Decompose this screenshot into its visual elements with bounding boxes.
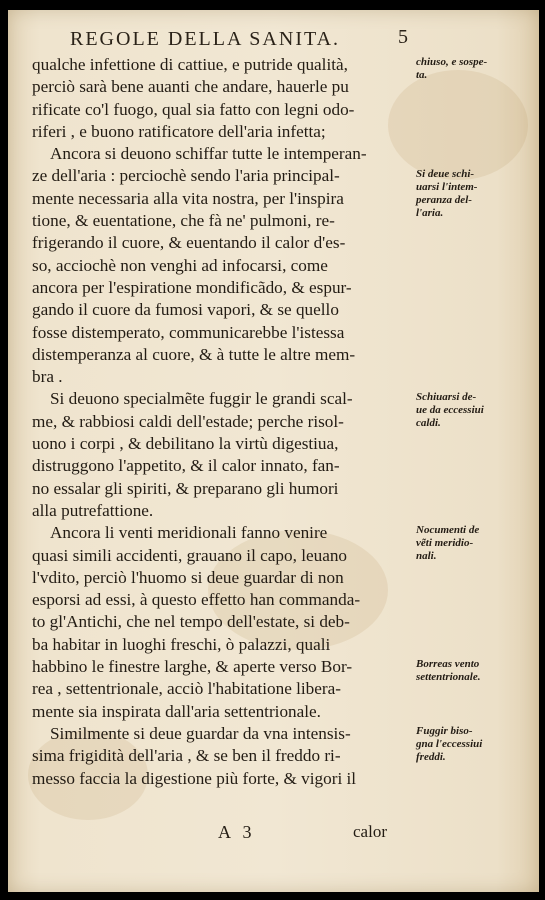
page-number: 5 [398,26,408,48]
text-line: so, acciochè non venghi ad infocarsi, come [32,255,328,275]
text-line: sima frigidità dell'aria , & se ben il freddo ri- [32,746,341,766]
text-line: frigerando il cuore, & euentando il calor d'es- [32,233,346,253]
text-line: l'vdito, perciò l'huomo si deue guardar di non [32,567,344,587]
text-line: ze dell'aria : perciochè sendo l'aria principal- [32,166,340,186]
text-line: messo faccia la digestione più forte, & vigori il [32,768,357,788]
marginal-note: Nocumenti de vẽti meridio- nali. [416,524,480,563]
text-line: to gl'Antichi, che nel tempo dell'estate, si deb- [32,612,350,632]
text-line: habbino le finestre larghe, & aperte verso Bor- [32,657,353,677]
marginal-note: Si deue schi- uarsi l'intem- peranza del- l'aria. [416,167,478,219]
marginal-note: Fuggir biso- gna l'eccessiui freddi. [416,725,483,763]
text-line: Similmente si deue guardar da vna intensis- [50,723,351,743]
text-line: uono i corpi , & debilitano la virtù digestiua, [32,434,339,454]
text-line: fosse distemperato, communicarebbe l'istessa [32,322,345,342]
text-line: mente necessaria alla vita nostra, per l'inspira [32,188,344,208]
text-line: bra . [32,367,63,387]
text-line: alla putrefattione. [32,500,154,520]
text-line: me, & rabbiosi caldi dell'estade; perche risol- [32,411,344,431]
signature-mark: A 3 [218,822,256,842]
text-line: distruggono l'appetito, & il calor innato, fan- [32,456,340,476]
text-line: qualche infettione di cattiue, e putride qualità, [32,55,348,74]
running-title: REGOLE DELLA SANITA. [70,28,341,50]
marginal-note: Borreas vento settentrionale. [416,658,481,684]
book-page [8,10,539,892]
text-line: Ancora li venti meridionali fanno venire [50,523,328,543]
text-line: distemperanza al cuore, & à tutte le altre mem- [32,344,356,364]
text-line: ancora per l'espiratione mondificãdo, & espur- [32,277,352,297]
catchword: calor [353,822,387,841]
text-line: Ancora si deuono schiffar tutte le intemperan- [50,144,367,164]
text-line: rificate co'l fuogo, qual sia fatto con legni odo- [32,99,355,119]
text-line: gando il cuore da fumosi vapori, & se quello [32,300,339,320]
body-text [32,54,432,790]
text-line: no essalar gli spiriti, & preparano gli humori [32,478,339,498]
marginal-note: chiuso, e sospe- ta. [416,56,488,81]
text-line: rea , settentrionale, acciò l'habitatione libera- [32,679,341,699]
text-line: riferi , e buono ratificatore dell'aria infetta; [32,121,326,141]
text-line: Si deuono specialmẽte fuggir le grandi scal- [50,389,353,409]
marginal-note: Schiuarsi de- ue da eccessiui caldi. [416,390,484,429]
text-line: mente sia inspirata dall'aria settentrionale. [32,701,321,721]
text-line: perciò sarà bene auanti che andare, hauerle pu [32,77,349,97]
text-line: esporsi ad essi, à questo effetto han commanda- [32,590,361,610]
text-line: tione, & euentatione, che fà ne' pulmoni, re- [32,211,335,231]
text-line: ba habitar in luoghi freschi, ò palazzi, quali [32,634,331,654]
text-line: quasi simili accidenti, grauano il capo, leuano [32,545,348,565]
